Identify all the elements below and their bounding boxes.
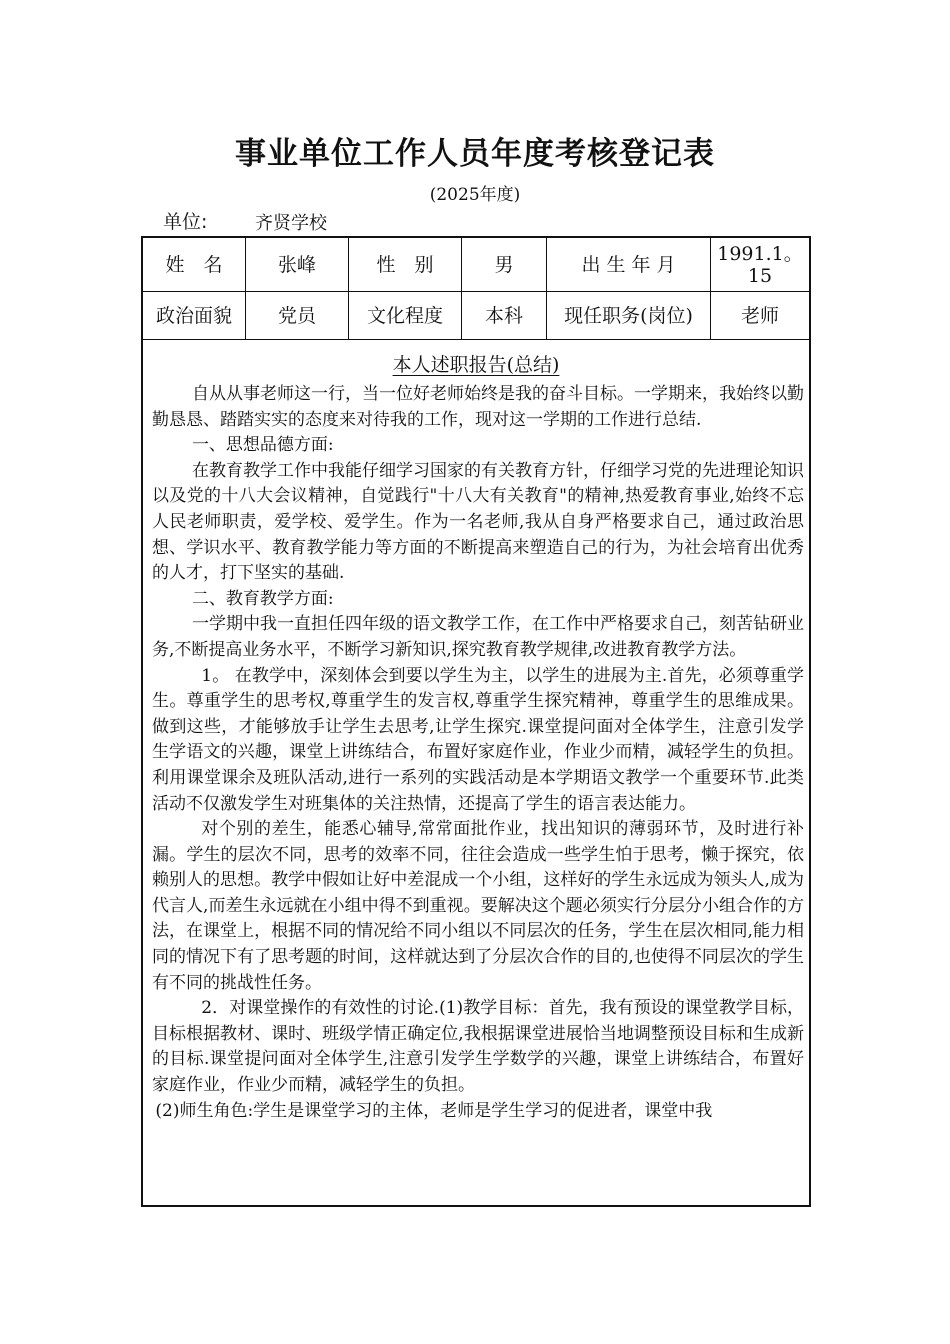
position-label: 现任职务(岗位) — [547, 292, 711, 340]
report-paragraph: 自从从事老师这一行，当一位好老师始终是我的奋斗目标。一学期来，我始终以勤勤恳恳、踏踏实实的态度来对待我的工作，现对这一学期的工作进行总结. — [152, 384, 804, 430]
birth-value: 1991.1。15 — [711, 238, 809, 292]
form-table — [141, 236, 811, 1207]
report-title-text: 本人述职报告(总结) — [392, 354, 560, 376]
gender-label: 性 别 — [349, 238, 462, 292]
report-paragraph: 一学期中我一直担任四年级的语文教学工作，在工作中严格要求自己，刻苦钻研业务,不断提高业务水平，不断学习新知识,探究教育教学规律,改进教育教学方法。 — [152, 614, 804, 660]
report-paragraph: 1。 在教学中，深刻体会到要以学生为主，以学生的进展为主.首先，必须尊重学生。尊重学生的思考权,尊重学生的发言权,尊重学生探究精神，尊重学生的思维成果。做到这些，才能够放手让学生去思考,让学生探究.课堂提问面对全体学生，注意引发学生学语文的兴趣，课堂上讲练结合，布置好家庭作业，作业少而精，减轻学生的负担。利用课堂课余及班队活动,进行一系列的实践活动是本学期语文教学一个重要环节.此类活动不仅激发学生对班集体的关注热情，还提高了学生的语言表达能力。 — [152, 665, 804, 814]
politics-value: 党员 — [246, 292, 349, 340]
report-heading: 二、教育教学方面: — [191, 588, 334, 609]
unit-row — [163, 207, 327, 234]
report-paragraph: 在教育教学工作中我能仔细学习国家的有关教育方针，仔细学习党的先进理论知识以及党的十八大会议精神，自觉践行"十八大有关教育"的精神,热爱教育事业,始终不忘人民老师职责，爱学校、爱学生。作为一名老师,我从自身严格要求自己，通过政治思想、学识水平、教育教学能力等方面的不断提高来塑造自己的行为，为社会培育出优秀的人才，打下坚实的基础. — [152, 460, 804, 584]
politics-label: 政治面貌 — [143, 292, 246, 340]
birth-label: 出 生 年 月 — [547, 238, 711, 292]
education-value: 本科 — [462, 292, 547, 340]
unit-label: 单位: — [163, 211, 208, 233]
report-title — [143, 350, 809, 377]
report-heading: 一、思想品德方面: — [191, 435, 334, 456]
unit-value: 齐贤学校 — [255, 213, 327, 234]
report-paragraph: 对个别的差生，能悉心辅导,常常面批作业，找出知识的薄弱环节，及时进行补漏。学生的层次不同，思考的效率不同，往往会造成一些学生怕于思考，懒于探究，依赖别人的思想。教学中假如让好中差混成一个小组，这样好的学生永远成为领头人,成为代言人,而差生永远就在小组中得不到重视。要解决这个题必须实行分层分小组合作的方法，在课堂上，根据不同的情况给不同小组以不同层次的任务，学生在层次相同,能力相同的情况下有了思考题的时间，这样就达到了分层次合作的目的,也使得不同层次的学生有不同的挑战性任务。 — [152, 819, 804, 993]
report-paragraph: (2)师生角色:学生是课堂学习的主体，老师是学生学习的促进者，课堂中我 — [155, 1100, 713, 1121]
report-body — [152, 382, 804, 1124]
name-label: 姓 名 — [143, 238, 246, 292]
position-value: 老师 — [711, 292, 809, 340]
gender-value: 男 — [462, 238, 547, 292]
education-label: 文化程度 — [349, 292, 462, 340]
name-value: 张峰 — [246, 238, 349, 292]
form-year: (2025年度) — [429, 185, 521, 205]
form-title: 事业单位工作人员年度考核登记表 — [235, 136, 715, 172]
report-paragraph: 2．对课堂操作的有效性的讨论.(1)教学目标：首先，我有预设的课堂教学目标，目标根据教材、课时、班级学情正确定位,我根据课堂进展恰当地调整预设目标和生成新的目标.课堂提问面对全体学生,注意引发学生学数学的兴趣，课堂上讲练结合，布置好家庭作业，作业少而精，减轻学生的负担。 — [152, 998, 804, 1096]
